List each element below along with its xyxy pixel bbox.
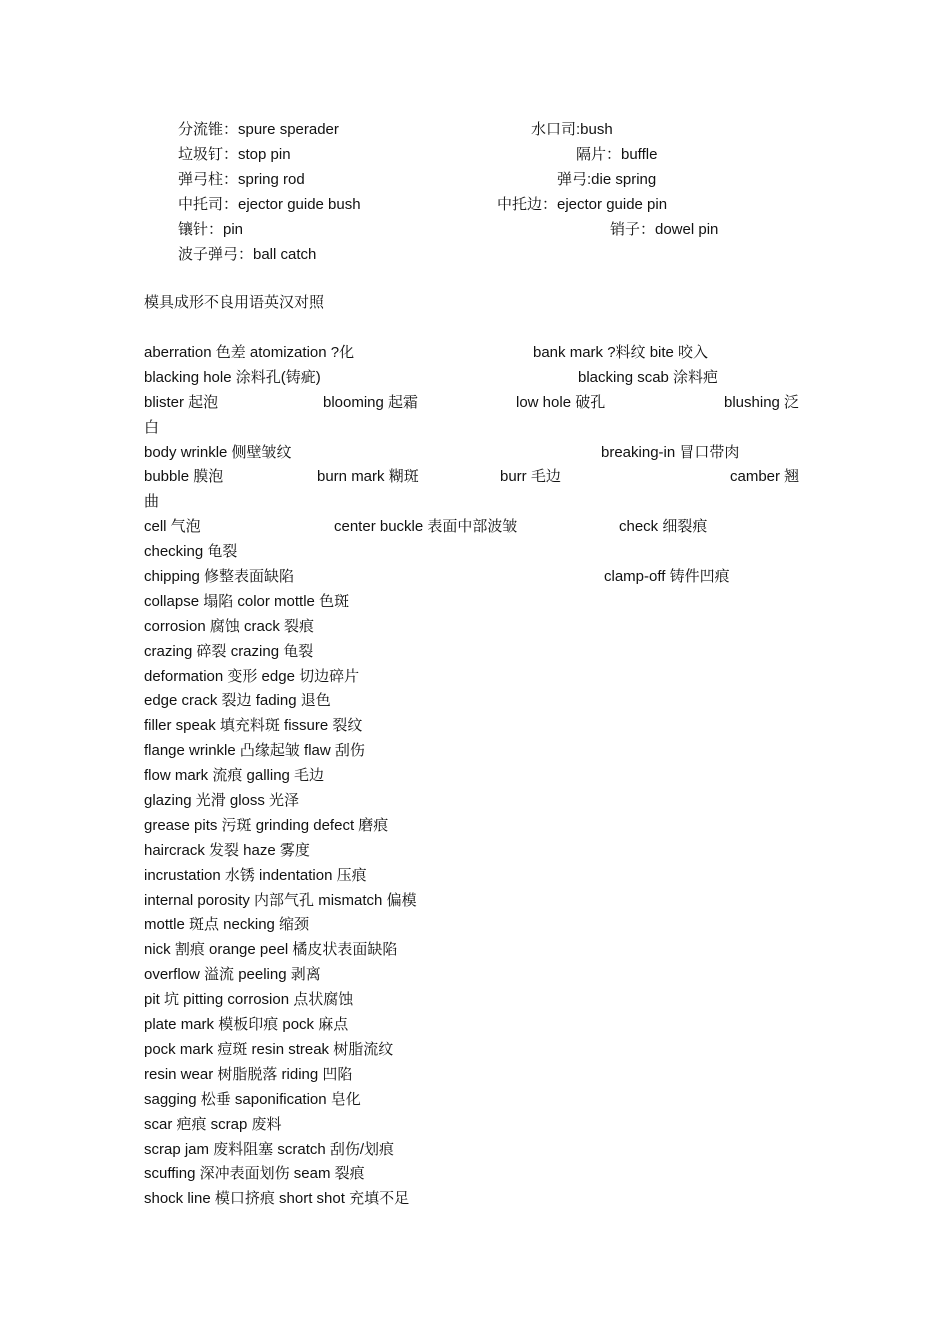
term: bubble 膜泡 xyxy=(144,468,224,486)
term: blacking hole 涂料孔(铸疵) xyxy=(144,368,321,386)
term: corrosion 腐蚀 crack 裂痕 xyxy=(144,617,315,635)
term: cell 气泡 xyxy=(144,518,201,536)
list-item xyxy=(144,515,809,540)
term: internal porosity 内部气孔 mismatch 偏模 xyxy=(144,891,417,909)
list-item xyxy=(144,565,809,590)
term: low hole 破孔 xyxy=(516,393,606,411)
term-left: 弹弓柱：spring rod xyxy=(178,171,305,188)
term: haircrack 发裂 haze 雾度 xyxy=(144,841,310,859)
term: check 细裂痕 xyxy=(619,518,708,536)
term: sagging 松垂 saponification 皂化 xyxy=(144,1090,361,1108)
term: filler speak 填充料斑 fissure 裂纹 xyxy=(144,717,363,735)
list-item xyxy=(144,913,809,938)
term: nick 割痕 orange peel 橘皮状表面缺陷 xyxy=(144,941,398,959)
term: clamp-off 铸件凹痕 xyxy=(604,568,730,586)
section-heading: 模具成形不良用语英汉对照 xyxy=(144,294,325,311)
term-left: 中托司：ejector guide bush xyxy=(178,196,361,213)
term: bank mark ?料纹 bite 咬入 xyxy=(533,344,709,361)
list-item xyxy=(144,490,809,515)
term: crazing 碎裂 crazing 龟裂 xyxy=(144,642,314,660)
term: 曲 xyxy=(144,493,160,511)
term: shock line 模口挤痕 short shot 充填不足 xyxy=(144,1190,410,1208)
list-item xyxy=(144,391,809,416)
list-item xyxy=(144,864,809,889)
list-item xyxy=(144,615,809,640)
list-item xyxy=(144,366,809,391)
term: mottle 斑点 necking 缩颈 xyxy=(144,916,310,934)
list-item xyxy=(144,1162,809,1187)
glossary-row xyxy=(0,192,950,217)
list-item xyxy=(144,839,809,864)
list-item xyxy=(144,665,809,690)
defect-glossary xyxy=(144,341,809,1212)
term-right: 弹弓:die spring xyxy=(557,171,657,188)
term: breaking-in 冒口带肉 xyxy=(601,443,740,461)
list-item xyxy=(144,1138,809,1163)
list-item xyxy=(144,1088,809,1113)
term: incrustation 水锈 indentation 压痕 xyxy=(144,866,367,884)
term: grease pits 污斑 grinding defect 磨痕 xyxy=(144,816,389,834)
term: scar 疤痕 scrap 废料 xyxy=(144,1115,282,1133)
list-item xyxy=(144,1113,809,1138)
term: camber 翘 xyxy=(730,468,800,486)
list-item xyxy=(144,814,809,839)
term: flow mark 流痕 galling 毛边 xyxy=(144,767,325,785)
term-left: 垃圾钉：stop pin xyxy=(178,146,291,163)
term: edge crack 裂边 fading 退色 xyxy=(144,692,331,710)
term: blooming 起霜 xyxy=(323,393,419,411)
glossary-row xyxy=(0,142,950,167)
term: aberration 色差 atomization ?化 xyxy=(144,344,355,361)
term: blister 起泡 xyxy=(144,393,219,411)
term: collapse 塌陷 color mottle 色斑 xyxy=(144,592,350,610)
term: glazing 光滑 gloss 光泽 xyxy=(144,792,300,810)
term: deformation 变形 edge 切边碎片 xyxy=(144,667,360,685)
list-item xyxy=(144,764,809,789)
list-item xyxy=(144,1187,809,1212)
list-item xyxy=(144,540,809,565)
term: center buckle 表面中部波皱 xyxy=(334,518,518,536)
term-left: 镶针：pin xyxy=(178,221,244,238)
list-item xyxy=(144,714,809,739)
list-item xyxy=(144,441,809,466)
list-item xyxy=(144,1013,809,1038)
term: flange wrinkle 凸缘起皱 flaw 刮伤 xyxy=(144,742,365,760)
mold-parts-glossary xyxy=(0,117,950,267)
term: blushing 泛 xyxy=(724,393,800,411)
list-item xyxy=(144,963,809,988)
list-item xyxy=(144,789,809,814)
glossary-row xyxy=(0,117,950,142)
list-item xyxy=(144,739,809,764)
list-item xyxy=(144,1063,809,1088)
term: pit 坑 pitting corrosion 点状腐蚀 xyxy=(144,991,354,1009)
glossary-row xyxy=(0,167,950,192)
glossary-row xyxy=(0,217,950,242)
glossary-row xyxy=(0,242,950,267)
term-right: 隔片：buffle xyxy=(576,146,658,163)
term: scuffing 深冲表面划伤 seam 裂痕 xyxy=(144,1165,365,1183)
list-item xyxy=(144,465,809,490)
term: scrap jam 废料阻塞 scratch 刮伤/划痕 xyxy=(144,1140,395,1158)
term-right: 水口司:bush xyxy=(531,121,613,138)
term: resin wear 树脂脱落 riding 凹陷 xyxy=(144,1065,353,1083)
term-left: 分流锥：spure sperader xyxy=(178,121,339,138)
term: burr 毛边 xyxy=(500,468,561,486)
term-right: 销子：dowel pin xyxy=(610,221,719,238)
list-item xyxy=(144,416,809,441)
term: pock mark 痘斑 resin streak 树脂流纹 xyxy=(144,1040,394,1058)
term-right: 中托边：ejector guide pin xyxy=(497,196,668,213)
term: 白 xyxy=(144,418,160,436)
term: blacking scab 涂料疤 xyxy=(578,368,719,386)
term: chipping 修整表面缺陷 xyxy=(144,568,295,586)
term: burn mark 糊斑 xyxy=(317,468,419,486)
list-item xyxy=(144,689,809,714)
list-item xyxy=(144,341,809,366)
list-item xyxy=(144,889,809,914)
list-item xyxy=(144,590,809,615)
term: overflow 溢流 peeling 剥离 xyxy=(144,966,321,984)
list-item xyxy=(144,988,809,1013)
list-item xyxy=(144,640,809,665)
list-item xyxy=(144,1038,809,1063)
term: body wrinkle 侧壁皱纹 xyxy=(144,443,292,461)
term: checking 龟裂 xyxy=(144,543,238,561)
list-item xyxy=(144,938,809,963)
term-left: 波子弹弓：ball catch xyxy=(178,246,317,263)
term: plate mark 模板印痕 pock 麻点 xyxy=(144,1016,349,1034)
